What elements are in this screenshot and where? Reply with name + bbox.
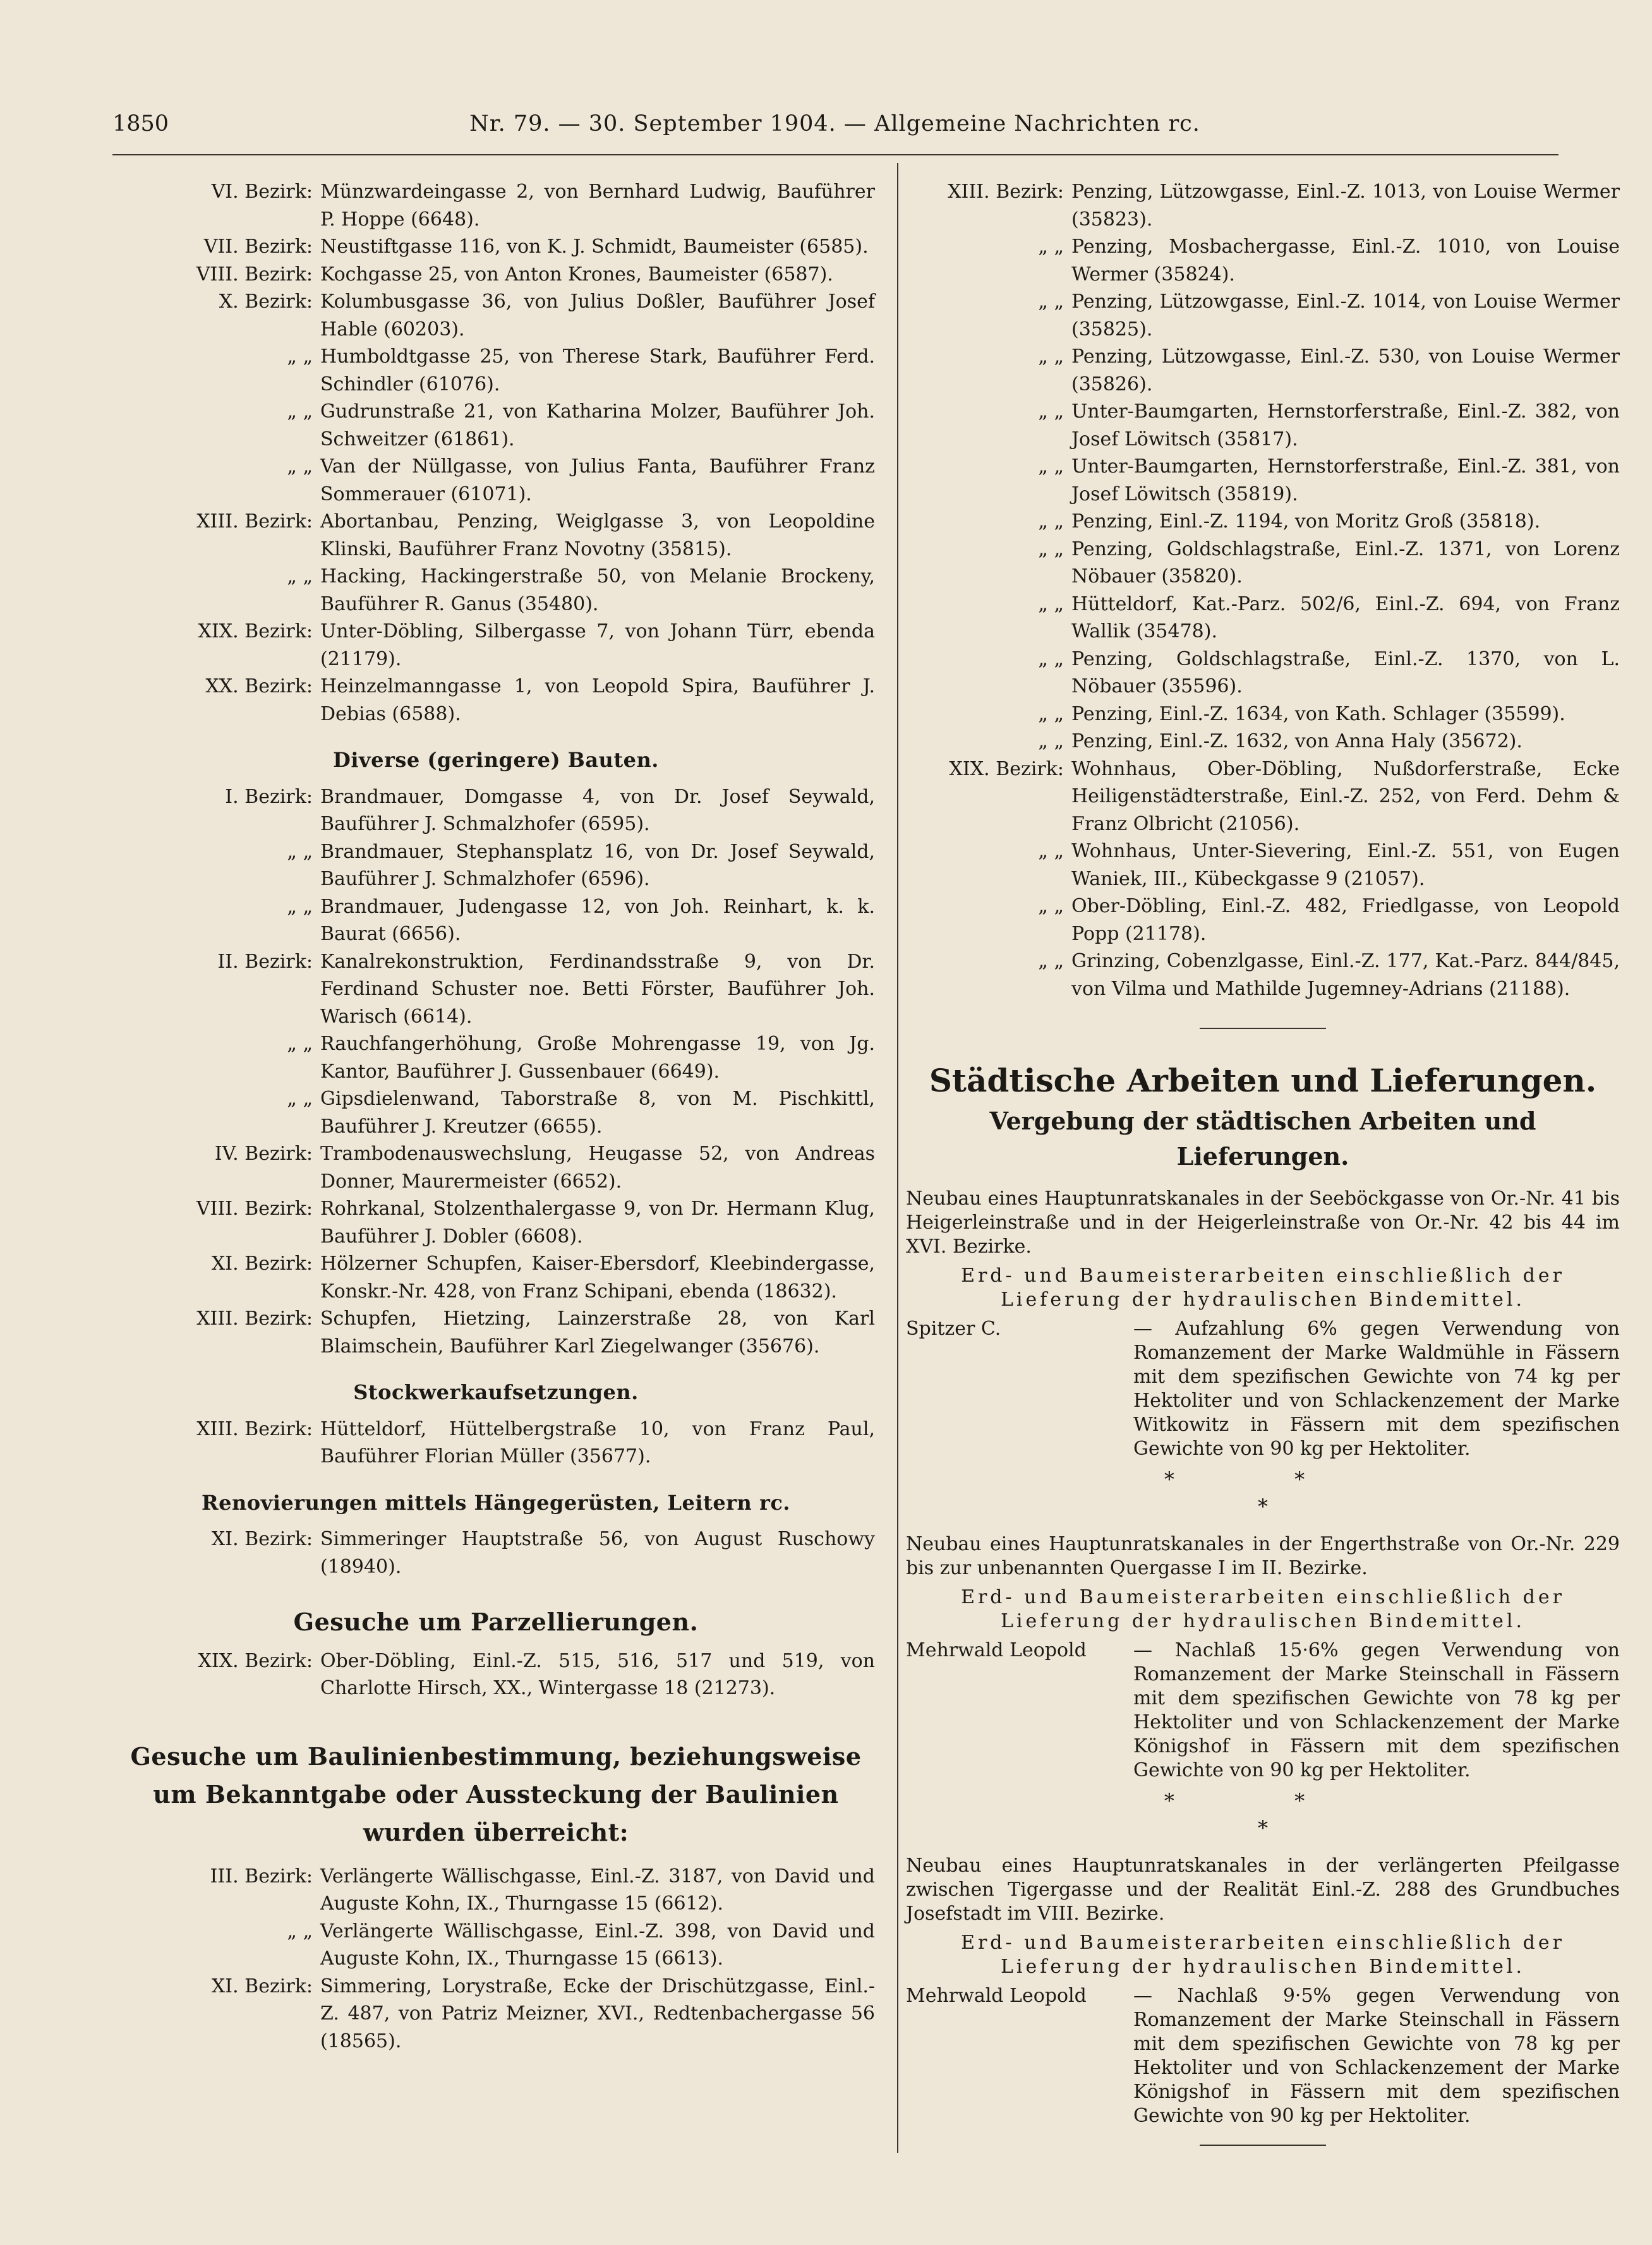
- list-item: [906, 591, 1620, 646]
- asterism-top: * *: [1164, 1788, 1362, 1813]
- list-item: [906, 701, 1620, 728]
- entry-text: Münzwardeingasse 2, von Bernhard Ludwig, Bauführer P. Hoppe (6648).: [320, 181, 875, 231]
- list-item: [117, 1250, 875, 1305]
- heading-diverse: Diverse (geringere) Bauten.: [333, 748, 659, 772]
- project-block: [906, 1854, 1620, 2128]
- entry-district: VIII. Bezirk:: [196, 1198, 313, 1220]
- header-rule: [112, 154, 1559, 155]
- entry-text: Unter-Baumgarten, Hernstorferstraße, Einl.-Z. 381, von Josef Löwitsch (35819).: [1071, 455, 1620, 505]
- entry-text: Verlängerte Wällischgasse, Einl.-Z. 398, von David und Auguste Kohn, IX., Thurngasse 15 (6613).: [320, 1920, 875, 1970]
- entry-district: X. Bezirk:: [219, 291, 313, 313]
- entry-text: Neustiftgasse 116, von K. J. Schmidt, Baumeister (6585).: [320, 236, 869, 258]
- list-item: [117, 673, 875, 728]
- list-item: [906, 343, 1620, 398]
- entry-text: Brandmauer, Domgasse 4, von Dr. Josef Seywald, Bauführer J. Schmalzhofer (6595).: [320, 785, 875, 835]
- list-item: [117, 178, 875, 233]
- entry-text: Abortanbau, Penzing, Weiglgasse 3, von Leopoldine Klinski, Bauführer Franz Novotny (35815).: [320, 510, 875, 560]
- offer-row: [906, 1317, 1620, 1461]
- entry-text: Humboldtgasse 25, von Therese Stark, Bauführer Ferd. Schindler (61076).: [320, 346, 875, 395]
- entry-district: „ „: [1038, 840, 1064, 862]
- list-item: [117, 893, 875, 948]
- list-item: [117, 1863, 875, 1918]
- list-item: [906, 398, 1620, 453]
- list-item: [117, 288, 875, 343]
- entry-district: „ „: [1038, 730, 1064, 752]
- page-header: [112, 111, 1557, 149]
- entry-text: Verlängerte Wällischgasse, Einl.-Z. 3187, von David und Auguste Kohn, IX., Thurngasse 15 (6612).: [320, 1865, 875, 1915]
- offer-details: — Aufzahlung 6% gegen Verwendung von Romanzement der Marke Waldmühle in Fässern mit dem spezifischen Gewichte von 74 kg per Hektoliter und von Schlackenzement der Marke Witkowitz in Fässern mit dem spezifischen Gewichte von 90 kg per Hektoliter.: [1133, 1317, 1620, 1460]
- entries-right: [906, 178, 1620, 1002]
- list-item: [117, 398, 875, 453]
- entry-district: „ „: [287, 895, 313, 918]
- entry-district: „ „: [1038, 950, 1064, 972]
- entries-stockwerk: [117, 1416, 875, 1471]
- list-item: [117, 838, 875, 893]
- list-item: [906, 838, 1620, 893]
- section-subtitle: Vergebung der städtischen Arbeiten und Lieferungen.: [989, 1106, 1536, 1171]
- list-item: [117, 1305, 875, 1360]
- entry-district: XIII. Bezirk:: [196, 1417, 313, 1440]
- entry-district: „ „: [1038, 236, 1064, 258]
- project-work-type: Erd- und Baumeisterarbeiten einschließlich der Lieferung der hydraulischen Bindemittel.: [961, 1931, 1565, 1978]
- entry-district: XIII. Bezirk:: [196, 510, 313, 533]
- offer-row: [906, 1984, 1620, 2128]
- list-item: [117, 233, 875, 261]
- entry-text: Brandmauer, Stephansplatz 16, von Dr. Josef Seywald, Bauführer J. Schmalzhofer (6596).: [320, 840, 875, 890]
- list-item: [906, 755, 1620, 838]
- list-item: [906, 536, 1620, 591]
- entry-district: IV. Bezirk:: [214, 1143, 313, 1165]
- entry-district: XI. Bezirk:: [211, 1528, 313, 1550]
- entry-text: Brandmauer, Judengasse 12, von Joh. Reinhart, k. k. Baurat (6656).: [320, 895, 875, 945]
- list-item: [117, 1647, 875, 1702]
- list-item: [906, 948, 1620, 1002]
- list-item: [117, 261, 875, 289]
- project-block: [906, 1532, 1620, 1843]
- entries-parzellierungen: [117, 1647, 875, 1702]
- entry-text: Penzing, Einl.-Z. 1194, von Moritz Groß (35818).: [1071, 510, 1541, 533]
- list-item: [906, 893, 1620, 948]
- entry-text: Unter-Baumgarten, Hernstorferstraße, Einl.-Z. 382, von Josef Löwitsch (35817).: [1071, 400, 1620, 450]
- asterism-bottom: *: [1258, 1816, 1268, 1840]
- entry-district: „ „: [1038, 400, 1064, 423]
- entry-district: XIX. Bezirk:: [198, 1649, 313, 1672]
- list-item: [117, 563, 875, 618]
- project-block: [906, 1187, 1620, 1521]
- entry-district: „ „: [287, 840, 313, 863]
- entry-district: „ „: [1038, 538, 1064, 560]
- entry-text: Trambodenauswechslung, Heugasse 52, von Andreas Donner, Maurermeister (6652).: [320, 1143, 875, 1193]
- list-item: [906, 233, 1620, 288]
- entry-district: VII. Bezirk:: [203, 236, 313, 258]
- list-item: [906, 288, 1620, 343]
- short-rule-bottom: [1200, 2145, 1326, 2146]
- asterism-bottom: *: [1258, 1495, 1268, 1519]
- entry-text: Van der Nüllgasse, von Julius Fanta, Bauführer Franz Sommerauer (61071).: [320, 455, 875, 505]
- entry-text: Hütteldorf, Hüttelbergstraße 10, von Franz Paul, Bauführer Florian Müller (35677).: [320, 1417, 875, 1467]
- asterism-top: * *: [1164, 1467, 1362, 1491]
- heading-renovierungen: Renovierungen mittels Hängegerüsten, Leitern rc.: [202, 1490, 790, 1515]
- heading-stockwerk: Stockwerkaufsetzungen.: [353, 1380, 639, 1404]
- entry-text: Wohnhaus, Ober-Döbling, Nußdorferstraße, Ecke Heiligenstädterstraße, Einl.-Z. 252, von Ferd. Dehm & Franz Olbricht (21056).: [1071, 757, 1620, 835]
- projects-list: [906, 1187, 1620, 2128]
- entry-text: Gudrunstraße 21, von Katharina Molzer, Bauführer Joh. Schweitzer (61861).: [320, 400, 875, 450]
- entry-district: VIII. Bezirk:: [196, 263, 313, 286]
- entries-bauten: [117, 178, 875, 728]
- entry-district: „ „: [287, 1088, 313, 1110]
- project-title: Neubau eines Hauptunratskanales in der Engerthstraße von Or.-Nr. 229 bis zur unbenannten Quergasse I im II. Bezirke.: [906, 1532, 1620, 1579]
- page-number: 1850: [112, 111, 169, 136]
- entry-text: Gipsdielenwand, Taborstraße 8, von M. Pischkittl, Bauführer J. Kreutzer (6655).: [320, 1088, 875, 1138]
- list-item: [117, 1085, 875, 1140]
- list-item: [117, 508, 875, 563]
- list-item: [906, 508, 1620, 536]
- entry-district: XIII. Bezirk:: [196, 1308, 313, 1330]
- entry-text: Hütteldorf, Kat.-Parz. 502/6, Einl.-Z. 694, von Franz Wallik (35478).: [1071, 593, 1620, 642]
- entry-text: Penzing, Goldschlagstraße, Einl.-Z. 1370, von L. Nöbauer (35596).: [1071, 647, 1620, 697]
- entry-text: Penzing, Lützowgasse, Einl.-Z. 1013, von Louise Wermer (35823).: [1071, 181, 1620, 231]
- entry-text: Ober-Döbling, Einl.-Z. 515, 516, 517 und 519, von Charlotte Hirsch, XX., Wintergasse 18 (21273).: [320, 1649, 875, 1699]
- entry-district: XIX. Bezirk:: [198, 620, 313, 642]
- list-item: [117, 1416, 875, 1471]
- entry-text: Kochgasse 25, von Anton Krones, Baumeister (6587).: [320, 263, 833, 286]
- entry-text: Hacking, Hackingerstraße 50, von Melanie Brockeny, Bauführer R. Ganus (35480).: [320, 565, 875, 615]
- entries-baulinien: [117, 1863, 875, 2055]
- offer-row: [906, 1639, 1620, 1783]
- project-work-type: Erd- und Baumeisterarbeiten einschließlich der Lieferung der hydraulischen Bindemittel.: [961, 1586, 1565, 1632]
- entry-district: „ „: [1038, 647, 1064, 670]
- entry-district: XX. Bezirk:: [205, 675, 313, 697]
- offer-bidder: Mehrwald Leopold: [906, 1639, 1087, 1661]
- entry-text: Hölzerner Schupfen, Kaiser-Ebersdorf, Kleebindergasse, Konskr.-Nr. 428, von Franz Schipani, ebenda (18632).: [320, 1253, 875, 1303]
- entry-district: „ „: [287, 400, 313, 423]
- entries-diverse: [117, 783, 875, 1361]
- entry-text: Heinzelmanngasse 1, von Leopold Spira, Bauführer J. Debias (6588).: [320, 675, 875, 725]
- offer-bidder: Mehrwald Leopold: [906, 1984, 1087, 2007]
- list-item: [117, 783, 875, 838]
- offer-details: — Nachlaß 9·5% gegen Verwendung von Romanzement der Marke Steinschall in Fässern mit dem spezifischen Gewichte von 78 kg per Hektoliter und von Schlackenzement der Marke Königshof in Fässern mit dem spezifischen Gewichte von 90 kg per Hektoliter.: [1133, 1984, 1620, 2127]
- entry-district: „ „: [287, 1033, 313, 1055]
- entry-text: Unter-Döbling, Silbergasse 7, von Johann Türr, ebenda (21179).: [320, 620, 875, 670]
- entry-district: „ „: [1038, 895, 1064, 917]
- list-item: [117, 1526, 875, 1580]
- entry-district: VI. Bezirk:: [211, 181, 313, 203]
- section-title: Städtische Arbeiten und Lieferungen.: [929, 1062, 1597, 1099]
- list-item: [906, 646, 1620, 701]
- list-item: [906, 453, 1620, 508]
- entry-district: „ „: [1038, 702, 1064, 725]
- entry-district: XIII. Bezirk:: [948, 181, 1064, 203]
- heading-baulinien: Gesuche um Baulinienbestimmung, beziehungsweise um Bekanntgabe oder Aussteckung der Baulinien wurden überreicht:: [130, 1742, 862, 1846]
- right-column: [906, 178, 1620, 2146]
- list-item: [117, 1918, 875, 1973]
- list-item: [117, 618, 875, 673]
- entry-district: „ „: [1038, 291, 1064, 313]
- entry-text: Penzing, Mosbachergasse, Einl.-Z. 1010, von Louise Wermer (35824).: [1071, 236, 1620, 286]
- entry-text: Simmering, Lorystraße, Ecke der Drischützgasse, Einl.-Z. 487, von Patriz Meizner, XVI., Redtenbachergasse 56 (18565).: [320, 1975, 875, 2052]
- offer-details: — Nachlaß 15·6% gegen Verwendung von Romanzement der Marke Steinschall in Fässern mit dem spezifischen Gewichte von 78 kg per Hektoliter und von Schlackenzement der Marke Königshof in Fässern mit dem spezifischen Gewichte von 90 kg per Hektoliter.: [1133, 1639, 1620, 1781]
- entry-text: Penzing, Lützowgasse, Einl.-Z. 530, von Louise Wermer (35826).: [1071, 346, 1620, 395]
- entry-text: Penzing, Einl.-Z. 1634, von Kath. Schlager (35599).: [1071, 702, 1565, 725]
- list-item: [117, 343, 875, 398]
- entry-district: „ „: [1038, 455, 1064, 478]
- entry-district: III. Bezirk:: [210, 1865, 313, 1887]
- short-rule: [1200, 1028, 1326, 1029]
- list-item: [117, 1195, 875, 1250]
- entry-district: „ „: [287, 1920, 313, 1942]
- list-item: [117, 453, 875, 508]
- left-column: [117, 178, 875, 2055]
- offer-bidder: Spitzer C.: [906, 1317, 1001, 1340]
- entry-text: Kolumbusgasse 36, von Julius Doßler, Bauführer Josef Hable (60203).: [320, 291, 875, 340]
- entry-text: Schupfen, Hietzing, Lainzerstraße 28, von Karl Blaimschein, Bauführer Karl Ziegelwanger (35676).: [320, 1308, 875, 1357]
- entries-renovierungen: [117, 1526, 875, 1580]
- entry-district: „ „: [287, 346, 313, 368]
- list-item: [117, 1030, 875, 1085]
- entry-district: „ „: [1038, 346, 1064, 368]
- project-title: Neubau eines Hauptunratskanales in der Seeböckgasse von Or.-Nr. 41 bis Heigerleinstraße und in der Heigerleinstraße von Or.-Nr. 42 bis 44 im XVI. Bezirke.: [906, 1187, 1620, 1258]
- entry-text: Rauchfangerhöhung, Große Mohrengasse 19, von Jg. Kantor, Bauführer J. Gussenbauer (6649).: [320, 1033, 875, 1083]
- entry-district: „ „: [287, 455, 313, 478]
- entry-district: XIX. Bezirk:: [949, 757, 1064, 780]
- project-title: Neubau eines Hauptunratskanales in der verlängerten Pfeilgasse zwischen Tigergasse und der Realität Einl.-Z. 288 des Grundbuches Josefstadt im VIII. Bezirke.: [906, 1854, 1620, 1925]
- entry-text: Simmeringer Hauptstraße 56, von August Ruschowy (18940).: [320, 1528, 875, 1578]
- entry-text: Grinzing, Cobenzlgasse, Einl.-Z. 177, Kat.-Parz. 844/845, von Vilma und Mathilde Jugemney-Adrians (21188).: [1071, 950, 1620, 1000]
- list-item: [906, 728, 1620, 755]
- entry-text: Wohnhaus, Unter-Sievering, Einl.-Z. 551, von Eugen Waniek, III., Kübeckgasse 9 (21057).: [1071, 840, 1620, 890]
- list-item: [117, 1140, 875, 1195]
- entry-text: Penzing, Goldschlagstraße, Einl.-Z. 1371, von Lorenz Nöbauer (35820).: [1071, 538, 1620, 587]
- entry-district: XI. Bezirk:: [211, 1253, 313, 1275]
- entry-text: Ober-Döbling, Einl.-Z. 482, Friedlgasse, von Leopold Popp (21178).: [1071, 895, 1620, 945]
- list-item: [117, 948, 875, 1031]
- header-title: Nr. 79. — 30. September 1904. — Allgemeine Nachrichten rc.: [469, 111, 1200, 136]
- heading-parzellierungen: Gesuche um Parzellierungen.: [293, 1608, 699, 1636]
- entry-district: II. Bezirk:: [217, 950, 313, 973]
- entry-text: Rohrkanal, Stolzenthalergasse 9, von Dr. Hermann Klug, Bauführer J. Dobler (6608).: [320, 1198, 875, 1248]
- entry-district: I. Bezirk:: [225, 785, 313, 808]
- entry-text: Penzing, Einl.-Z. 1632, von Anna Haly (35672).: [1071, 730, 1522, 752]
- entry-district: „ „: [1038, 510, 1064, 533]
- project-work-type: Erd- und Baumeisterarbeiten einschließlich der Lieferung der hydraulischen Bindemittel.: [961, 1264, 1565, 1311]
- column-divider: [897, 163, 898, 2153]
- list-item: [906, 178, 1620, 233]
- entry-district: XI. Bezirk:: [211, 1975, 313, 1997]
- entry-text: Kanalrekonstruktion, Ferdinandsstraße 9, von Dr. Ferdinand Schuster noe. Betti Förster, Bauführer Joh. Warisch (6614).: [320, 950, 875, 1028]
- entry-district: „ „: [287, 565, 313, 587]
- entry-district: „ „: [1038, 593, 1064, 615]
- list-item: [117, 1973, 875, 2055]
- entry-text: Penzing, Lützowgasse, Einl.-Z. 1014, von Louise Wermer (35825).: [1071, 291, 1620, 340]
